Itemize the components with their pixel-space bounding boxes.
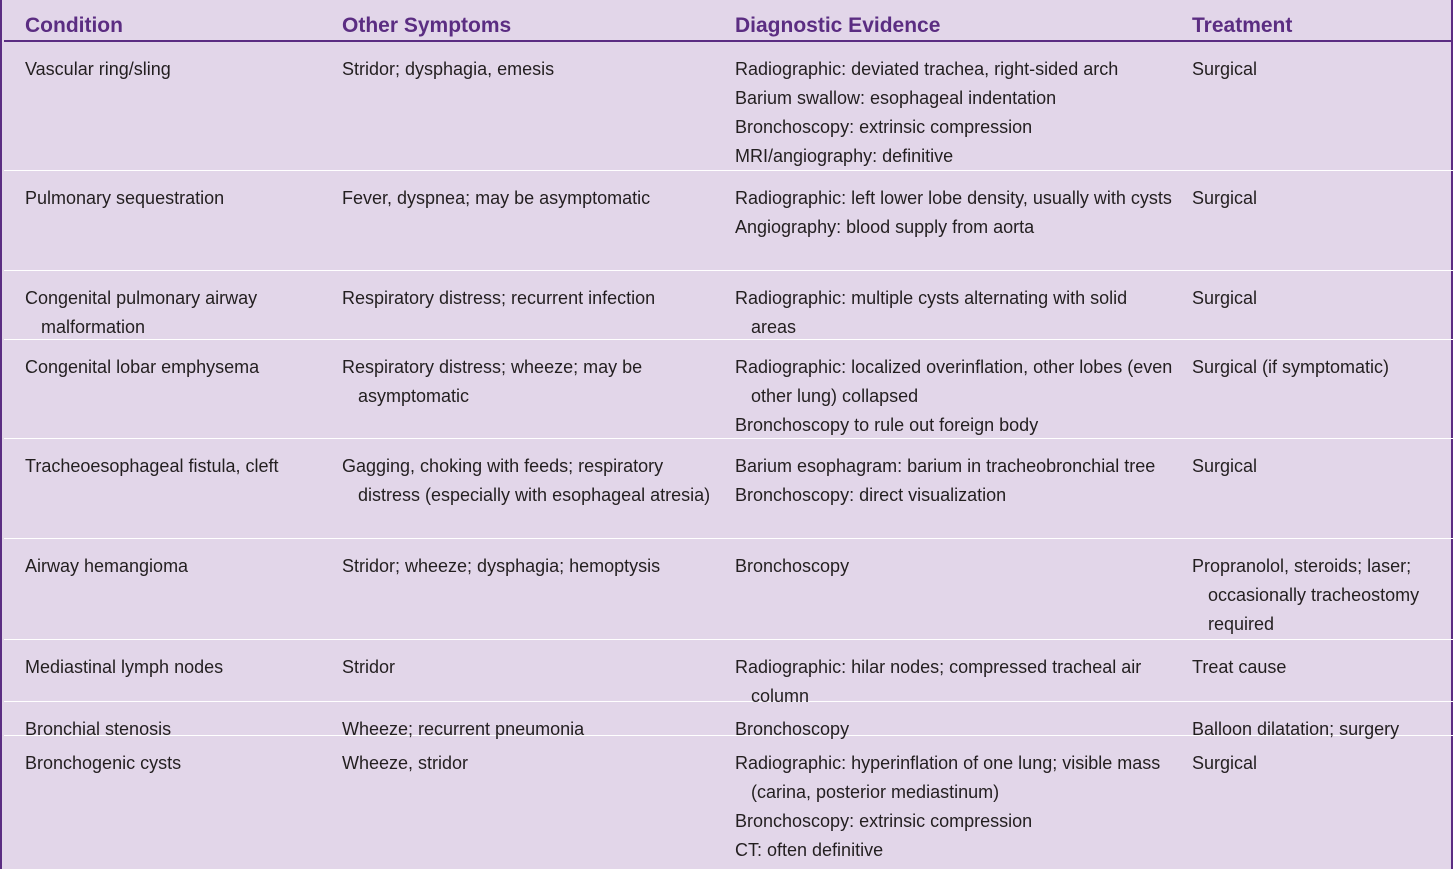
cell-other-symptoms <box>342 452 712 510</box>
cell-diagnostic-evidence <box>735 552 1175 581</box>
cell-condition <box>25 552 325 581</box>
header-treatment: Treatment <box>1192 14 1293 37</box>
cell-diagnostic-evidence <box>735 353 1175 440</box>
cell-line: Stridor <box>342 657 396 677</box>
cell-other-symptoms <box>342 55 712 84</box>
cell-line: Congenital pulmonary airway malformation <box>25 288 258 337</box>
table-row <box>4 171 1453 271</box>
cell-diagnostic-evidence <box>735 452 1175 510</box>
cell-diagnostic-evidence <box>735 749 1175 865</box>
cell-treatment <box>1192 284 1453 313</box>
cell-line: Radiographic: deviated trachea, right-sided arch <box>735 59 1119 79</box>
cell-line: Surgical <box>1192 753 1258 773</box>
cell-other-symptoms <box>342 353 712 411</box>
cell-line: Surgical <box>1192 288 1258 308</box>
cell-line: Barium esophagram: barium in tracheobronchial tree <box>735 456 1156 476</box>
cell-line: Radiographic: localized overinflation, other lobes (even other lung) collapsed <box>735 357 1173 406</box>
cell-line: Propranolol, steroids; laser; occasionally tracheostomy required <box>1192 556 1420 634</box>
cell-line: Pulmonary sequestration <box>25 188 225 208</box>
cell-treatment <box>1192 452 1453 481</box>
cell-line: Radiographic: multiple cysts alternating with solid areas <box>735 288 1128 337</box>
cell-line: Treat cause <box>1192 657 1287 677</box>
cell-line: Surgical <box>1192 59 1258 79</box>
cell-condition <box>25 353 325 382</box>
table-row <box>4 340 1453 439</box>
table-row <box>4 439 1453 539</box>
cell-line: Radiographic: hilar nodes; compressed tracheal air column <box>735 657 1142 706</box>
cell-line: Radiographic: hyperinflation of one lung; visible mass (carina, posterior mediastinum) <box>735 753 1161 802</box>
cell-line: Bronchoscopy <box>735 719 850 739</box>
cell-line: Airway hemangioma <box>25 556 189 576</box>
cell-line: Wheeze, stridor <box>342 753 469 773</box>
cell-condition <box>25 284 325 342</box>
cell-condition <box>25 452 325 481</box>
cell-other-symptoms <box>342 552 712 581</box>
cell-line: Gagging, choking with feeds; respiratory distress (especially with esophageal atresia) <box>342 456 711 505</box>
cell-diagnostic-evidence <box>735 184 1175 242</box>
cell-other-symptoms <box>342 284 712 313</box>
cell-other-symptoms <box>342 749 712 778</box>
table-row <box>4 271 1453 340</box>
table-row <box>4 640 1453 706</box>
cell-line: Bronchoscopy: direct visualization <box>735 485 1007 505</box>
cell-condition <box>25 749 325 778</box>
cell-line: Fever, dyspnea; may be asymptomatic <box>342 188 651 208</box>
header-other-symptoms: Other Symptoms <box>342 14 512 37</box>
cell-line: Mediastinal lymph nodes <box>25 657 224 677</box>
cell-line: Bronchoscopy to rule out foreign body <box>735 415 1039 435</box>
cell-condition <box>25 55 325 84</box>
table-row <box>4 702 1453 739</box>
cell-line: Angiography: blood supply from aorta <box>735 217 1035 237</box>
cell-line: Bronchial stenosis <box>25 719 172 739</box>
cell-line: Vascular ring/sling <box>25 59 171 79</box>
table-row <box>4 736 1453 869</box>
cell-line: Bronchoscopy: extrinsic compression <box>735 811 1033 831</box>
cell-line: Radiographic: left lower lobe density, usually with cysts <box>735 188 1172 208</box>
table-row <box>4 539 1453 640</box>
cell-line: Barium swallow: esophageal indentation <box>735 88 1057 108</box>
cell-line: Surgical (if symptomatic) <box>1192 357 1390 377</box>
cell-line: CT: often definitive <box>735 840 884 860</box>
cell-line: Bronchogenic cysts <box>25 753 182 773</box>
cell-line: Bronchoscopy <box>735 556 850 576</box>
cell-line: Stridor; wheeze; dysphagia; hemoptysis <box>342 556 661 576</box>
cell-other-symptoms <box>342 184 712 213</box>
cell-line: Wheeze; recurrent pneumonia <box>342 719 585 739</box>
table-row <box>4 42 1453 171</box>
cell-treatment <box>1192 552 1453 639</box>
cell-line: Surgical <box>1192 188 1258 208</box>
cell-line: Respiratory distress; recurrent infection <box>342 288 656 308</box>
cell-other-symptoms <box>342 653 712 682</box>
cell-line: Congenital lobar emphysema <box>25 357 260 377</box>
cell-condition <box>25 184 325 213</box>
cell-treatment <box>1192 749 1453 778</box>
cell-treatment <box>1192 653 1453 682</box>
header-diagnostic-evidence: Diagnostic Evidence <box>735 14 941 37</box>
cell-diagnostic-evidence <box>735 55 1175 171</box>
cell-line: Respiratory distress; wheeze; may be asymptomatic <box>342 357 643 406</box>
cell-diagnostic-evidence <box>735 284 1175 342</box>
cell-line: Tracheoesophageal fistula, cleft <box>25 456 279 476</box>
cell-treatment <box>1192 55 1453 84</box>
header-condition: Condition <box>25 14 123 37</box>
cell-treatment <box>1192 184 1453 213</box>
cell-line: Balloon dilatation; surgery <box>1192 719 1400 739</box>
table-header-row <box>4 0 1453 42</box>
cell-line: Surgical <box>1192 456 1258 476</box>
cell-treatment <box>1192 353 1453 382</box>
cell-line: MRI/angiography: definitive <box>735 146 954 166</box>
cell-line: Stridor; dysphagia, emesis <box>342 59 555 79</box>
cell-line: Bronchoscopy: extrinsic compression <box>735 117 1033 137</box>
cell-condition <box>25 653 325 682</box>
